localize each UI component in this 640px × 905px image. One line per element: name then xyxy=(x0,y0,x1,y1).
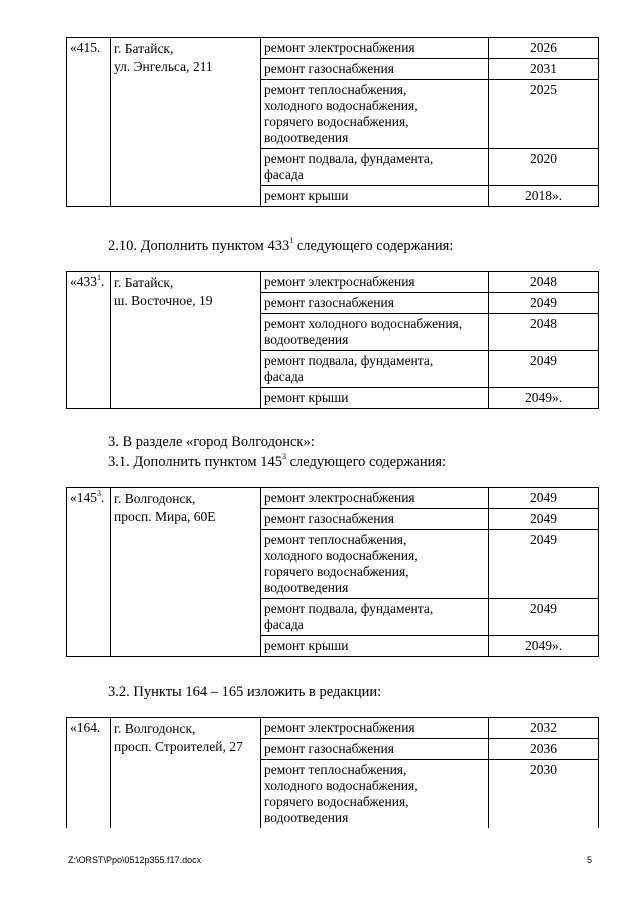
work-type: ремонт электроснабжения xyxy=(261,718,489,739)
work-type: ремонт теплоснабжения, холодного водоснабжения, горячего водоснабжения, водоотведения xyxy=(261,80,489,149)
work-type: ремонт крыши xyxy=(261,186,489,207)
table-row xyxy=(67,488,599,509)
work-type: ремонт электроснабжения xyxy=(261,272,489,293)
work-year: 2030 xyxy=(489,760,599,829)
paragraph-text: 3.1. Дополнить пунктом 145 xyxy=(108,454,282,470)
work-year: 2020 xyxy=(489,149,599,186)
table-row xyxy=(67,718,599,739)
paragraph-superscript: 1 xyxy=(289,236,294,246)
item-number: «415. xyxy=(67,38,111,207)
work-type: ремонт крыши xyxy=(261,636,489,657)
paragraph-2-10 xyxy=(108,238,453,255)
work-type: ремонт теплоснабжения, холодного водоснабжения, горячего водоснабжения, водоотведения xyxy=(261,760,489,829)
work-year: 2049 xyxy=(489,509,599,530)
work-year: 2048 xyxy=(489,272,599,293)
work-type: ремонт холодного водоснабжения, водоотведения xyxy=(261,314,489,351)
work-type: ремонт теплоснабжения, холодного водоснабжения, горячего водоснабжения, водоотведения xyxy=(261,530,489,599)
work-type: ремонт газоснабжения xyxy=(261,509,489,530)
work-year: 2018». xyxy=(489,186,599,207)
work-year: 2049». xyxy=(489,636,599,657)
work-year: 2026 xyxy=(489,38,599,59)
work-year: 2049 xyxy=(489,351,599,388)
registry-table-415 xyxy=(66,37,599,207)
work-type: ремонт газоснабжения xyxy=(261,293,489,314)
work-year: 2031 xyxy=(489,59,599,80)
work-year: 2049 xyxy=(489,293,599,314)
item-number-superscript: 3 xyxy=(97,488,101,498)
paragraph-3-2: 3.2. Пункты 164 – 165 изложить в редакции: xyxy=(108,684,382,700)
item-number: «$145^3$. xyxy=(67,488,111,657)
item-number: «164. xyxy=(67,718,111,829)
work-year: 2049». xyxy=(489,388,599,409)
work-type: ремонт подвала, фундамента, фасада xyxy=(261,599,489,636)
work-year: 2025 xyxy=(489,80,599,149)
item-address: г. Волгодонск, просп. Строителей, 27 xyxy=(111,718,261,829)
footer-file-path: Z:\ORST\Ppo\0512p355.f17.docx xyxy=(68,855,202,865)
work-type: ремонт электроснабжения xyxy=(261,38,489,59)
table-row xyxy=(67,38,599,59)
work-year: 2036 xyxy=(489,739,599,760)
paragraph-text: 2.10. Дополнить пунктом 433 xyxy=(108,238,290,254)
footer-page-number: 5 xyxy=(587,855,593,865)
registry-table-145-3 xyxy=(66,487,599,657)
work-year: 2049 xyxy=(489,488,599,509)
item-number-superscript: 1 xyxy=(97,272,101,282)
paragraph-text: следующего содержания: xyxy=(285,454,447,470)
paragraph-superscript: 3 xyxy=(281,452,286,462)
registry-table-433-1 xyxy=(66,271,599,409)
paragraph-3: 3. В разделе «город Волгодонск»: xyxy=(108,434,315,450)
work-type: ремонт подвала, фундамента, фасада xyxy=(261,149,489,186)
item-address: г. Батайск, ш. Восточное, 19 xyxy=(111,272,261,409)
work-type: ремонт газоснабжения xyxy=(261,59,489,80)
work-year: 2032 xyxy=(489,718,599,739)
item-number: «$433^1$. xyxy=(67,272,111,409)
item-address: г. Батайск, ул. Энгельса, 211 xyxy=(111,38,261,207)
paragraph-text: следующего содержания: xyxy=(293,238,454,254)
paragraph-3-1 xyxy=(108,454,446,471)
work-type: ремонт электроснабжения xyxy=(261,488,489,509)
work-type: ремонт крыши xyxy=(261,388,489,409)
item-address: г. Волгодонск, просп. Мира, 60Е xyxy=(111,488,261,657)
work-year: 2048 xyxy=(489,314,599,351)
work-type: ремонт газоснабжения xyxy=(261,739,489,760)
work-type: ремонт подвала, фундамента, фасада xyxy=(261,351,489,388)
registry-table-164 xyxy=(66,717,599,828)
work-year: 2049 xyxy=(489,599,599,636)
table-row xyxy=(67,272,599,293)
work-year: 2049 xyxy=(489,530,599,599)
